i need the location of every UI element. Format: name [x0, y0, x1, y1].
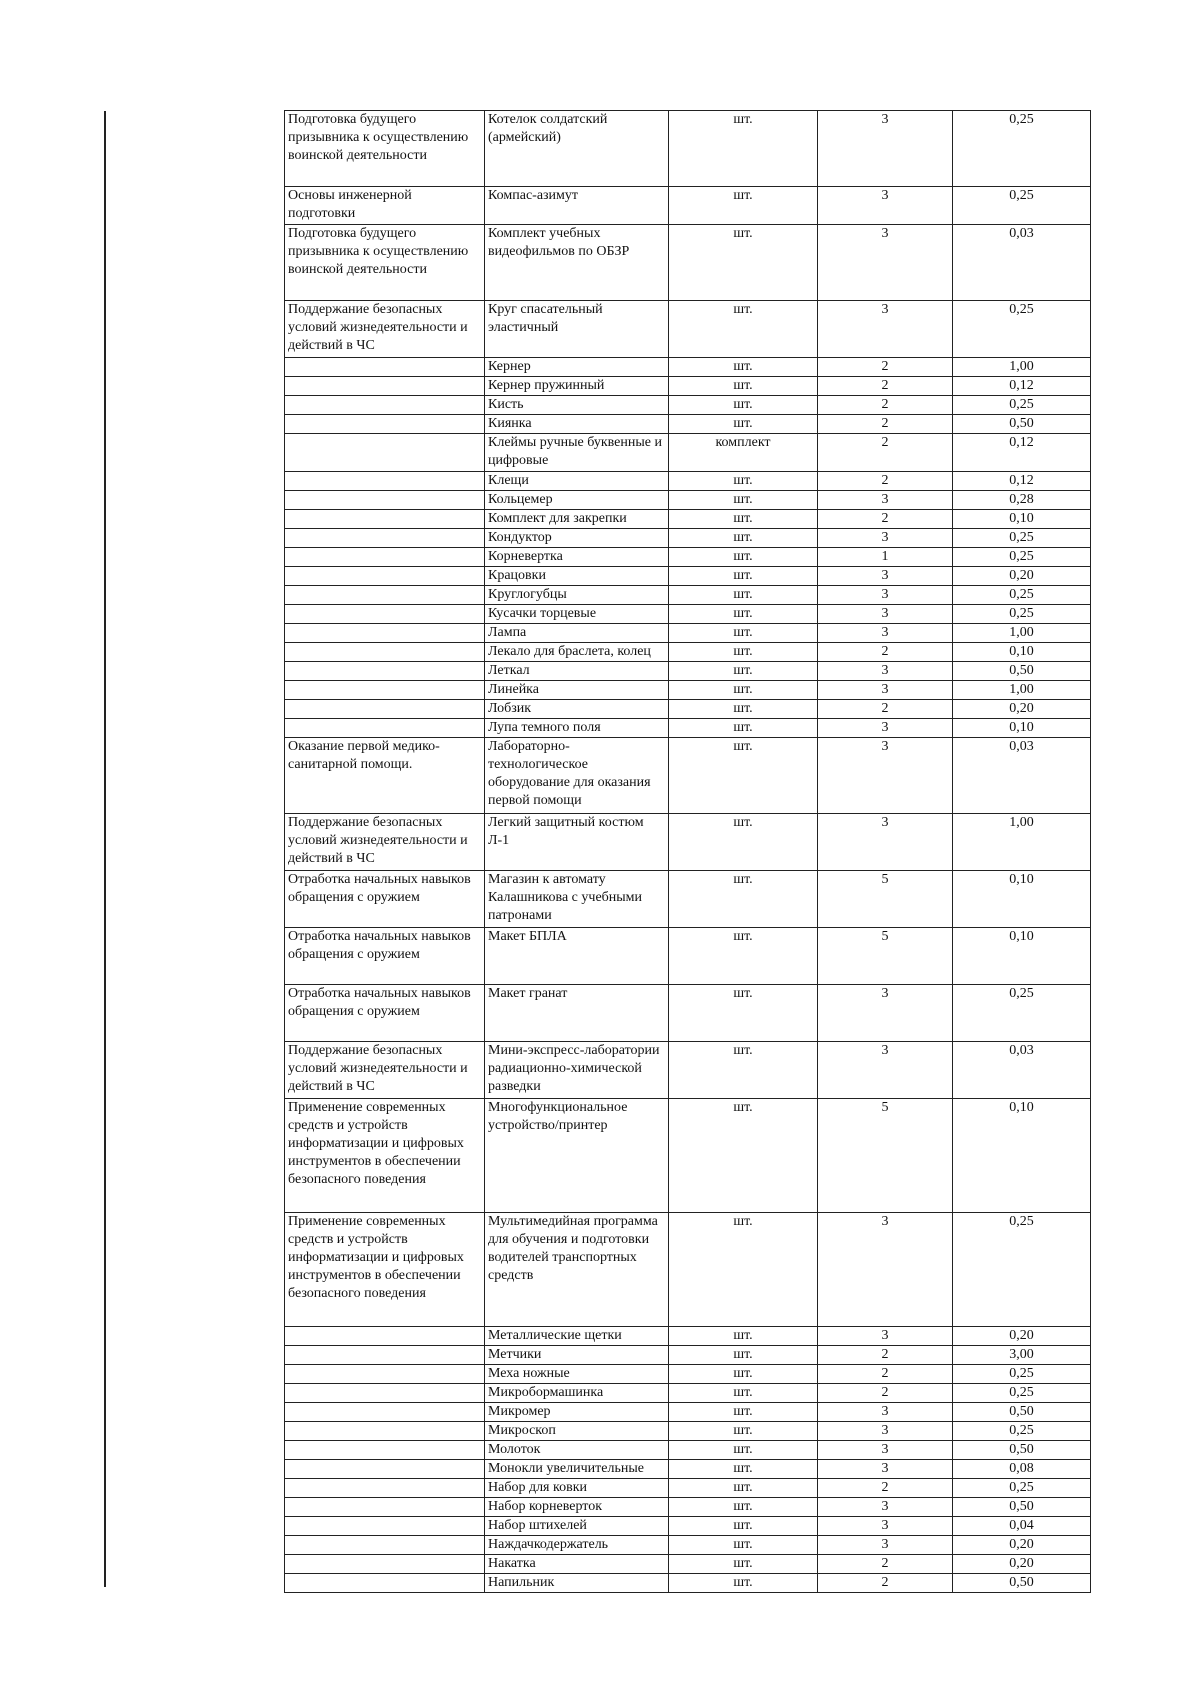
unit-cell: шт.: [669, 1213, 818, 1327]
rate-cell: 0,10: [953, 510, 1091, 529]
unit-cell: шт.: [669, 1574, 818, 1593]
unit-cell: шт.: [669, 377, 818, 396]
item-name-cell: Компас-азимут: [485, 187, 669, 225]
section-cell: [285, 377, 485, 396]
table-row: [285, 377, 1091, 396]
item-name-cell: Лабораторно-технологическое оборудование для оказания первой помощи: [485, 738, 669, 814]
item-name-cell: Кисть: [485, 396, 669, 415]
unit-cell: шт.: [669, 567, 818, 586]
section-cell: [285, 1384, 485, 1403]
rate-cell: 0,20: [953, 1327, 1091, 1346]
quantity-cell: 3: [818, 301, 953, 358]
rate-cell: 0,10: [953, 719, 1091, 738]
unit-cell: шт.: [669, 928, 818, 985]
quantity-cell: 3: [818, 719, 953, 738]
unit-cell: шт.: [669, 510, 818, 529]
table-row: [285, 472, 1091, 491]
unit-cell: шт.: [669, 1460, 818, 1479]
section-cell: Отработка начальных навыков обращения с оружием: [285, 871, 485, 928]
section-cell: [285, 586, 485, 605]
item-name-cell: Напильник: [485, 1574, 669, 1593]
section-cell: [285, 719, 485, 738]
unit-cell: шт.: [669, 187, 818, 225]
unit-cell: шт.: [669, 719, 818, 738]
quantity-cell: 3: [818, 567, 953, 586]
rate-cell: 0,50: [953, 1403, 1091, 1422]
table-row: [285, 928, 1091, 985]
item-name-cell: Макет гранат: [485, 985, 669, 1042]
rate-cell: 0,25: [953, 1422, 1091, 1441]
unit-cell: шт.: [669, 1441, 818, 1460]
table-row: [285, 301, 1091, 358]
quantity-cell: 2: [818, 415, 953, 434]
rate-cell: 0,20: [953, 1555, 1091, 1574]
item-name-cell: Киянка: [485, 415, 669, 434]
unit-cell: шт.: [669, 814, 818, 871]
section-cell: [285, 1441, 485, 1460]
rate-cell: 0,10: [953, 928, 1091, 985]
quantity-cell: 3: [818, 662, 953, 681]
table-row: [285, 1574, 1091, 1593]
rate-cell: 0,25: [953, 187, 1091, 225]
unit-cell: шт.: [669, 643, 818, 662]
rate-cell: 0,28: [953, 491, 1091, 510]
unit-cell: шт.: [669, 1498, 818, 1517]
table-row: [285, 662, 1091, 681]
section-cell: [285, 1403, 485, 1422]
quantity-cell: 2: [818, 377, 953, 396]
item-name-cell: Лекало для браслета, колец: [485, 643, 669, 662]
unit-cell: шт.: [669, 586, 818, 605]
quantity-cell: 2: [818, 358, 953, 377]
item-name-cell: Клещи: [485, 472, 669, 491]
rate-cell: 0,12: [953, 472, 1091, 491]
unit-cell: шт.: [669, 529, 818, 548]
section-cell: Отработка начальных навыков обращения с оружием: [285, 928, 485, 985]
unit-cell: шт.: [669, 700, 818, 719]
rate-cell: 0,10: [953, 871, 1091, 928]
quantity-cell: 2: [818, 1346, 953, 1365]
quantity-cell: 2: [818, 700, 953, 719]
rate-cell: 0,03: [953, 225, 1091, 301]
item-name-cell: Набор корневерток: [485, 1498, 669, 1517]
table-row: [285, 643, 1091, 662]
table-row: [285, 510, 1091, 529]
table-row: [285, 529, 1091, 548]
unit-cell: шт.: [669, 1517, 818, 1536]
quantity-cell: 2: [818, 1365, 953, 1384]
item-name-cell: Набор штихелей: [485, 1517, 669, 1536]
table-row: [285, 624, 1091, 643]
section-cell: [285, 1422, 485, 1441]
rate-cell: 0,10: [953, 1099, 1091, 1213]
rate-cell: 0,25: [953, 1479, 1091, 1498]
rate-cell: 0,20: [953, 700, 1091, 719]
table-row: [285, 1213, 1091, 1327]
item-name-cell: Метчики: [485, 1346, 669, 1365]
table-row: [285, 1099, 1091, 1213]
item-name-cell: Молоток: [485, 1441, 669, 1460]
quantity-cell: 3: [818, 985, 953, 1042]
section-cell: [285, 434, 485, 472]
rate-cell: 0,12: [953, 377, 1091, 396]
table-row: [285, 1042, 1091, 1099]
quantity-cell: 3: [818, 1441, 953, 1460]
unit-cell: шт.: [669, 738, 818, 814]
table-row: [285, 111, 1091, 187]
table-row: [285, 567, 1091, 586]
item-name-cell: Набор для ковки: [485, 1479, 669, 1498]
rate-cell: 0,25: [953, 586, 1091, 605]
rate-cell: 0,50: [953, 662, 1091, 681]
unit-cell: шт.: [669, 1384, 818, 1403]
item-name-cell: Наждачкодержатель: [485, 1536, 669, 1555]
item-name-cell: Микроскоп: [485, 1422, 669, 1441]
rate-cell: 1,00: [953, 681, 1091, 700]
table-row: [285, 738, 1091, 814]
left-margin-rule: [104, 111, 106, 1587]
unit-cell: шт.: [669, 225, 818, 301]
quantity-cell: 5: [818, 928, 953, 985]
unit-cell: шт.: [669, 396, 818, 415]
unit-cell: шт.: [669, 681, 818, 700]
section-cell: Подготовка будущего призывника к осуществлению воинской деятельности: [285, 111, 485, 187]
section-cell: Подготовка будущего призывника к осуществлению воинской деятельности: [285, 225, 485, 301]
item-name-cell: Микромер: [485, 1403, 669, 1422]
table-row: [285, 814, 1091, 871]
rate-cell: 0,25: [953, 605, 1091, 624]
table-row: [285, 396, 1091, 415]
quantity-cell: 3: [818, 111, 953, 187]
unit-cell: шт.: [669, 1422, 818, 1441]
section-cell: [285, 396, 485, 415]
rate-cell: 0,08: [953, 1460, 1091, 1479]
quantity-cell: 2: [818, 434, 953, 472]
item-name-cell: Кольцемер: [485, 491, 669, 510]
section-cell: [285, 1346, 485, 1365]
item-name-cell: Лобзик: [485, 700, 669, 719]
rate-cell: 1,00: [953, 814, 1091, 871]
table-row: [285, 1498, 1091, 1517]
item-name-cell: Мультимедийная программа для обучения и подготовки водителей транспортных средств: [485, 1213, 669, 1327]
section-cell: Поддержание безопасных условий жизнедеятельности и действий в ЧС: [285, 814, 485, 871]
unit-cell: шт.: [669, 1479, 818, 1498]
table-row: [285, 871, 1091, 928]
quantity-cell: 2: [818, 396, 953, 415]
unit-cell: шт.: [669, 1327, 818, 1346]
quantity-cell: 3: [818, 1042, 953, 1099]
section-cell: [285, 1479, 485, 1498]
table-row: [285, 1365, 1091, 1384]
table-row: [285, 358, 1091, 377]
section-cell: [285, 510, 485, 529]
quantity-cell: 3: [818, 1498, 953, 1517]
section-cell: Поддержание безопасных условий жизнедеятельности и действий в ЧС: [285, 301, 485, 358]
quantity-cell: 3: [818, 1536, 953, 1555]
rate-cell: 0,50: [953, 415, 1091, 434]
item-name-cell: Круглогубцы: [485, 586, 669, 605]
section-cell: [285, 491, 485, 510]
item-name-cell: Накатка: [485, 1555, 669, 1574]
unit-cell: шт.: [669, 605, 818, 624]
rate-cell: 0,50: [953, 1498, 1091, 1517]
section-cell: Поддержание безопасных условий жизнедеятельности и действий в ЧС: [285, 1042, 485, 1099]
unit-cell: шт.: [669, 1346, 818, 1365]
rate-cell: 0,25: [953, 1365, 1091, 1384]
quantity-cell: 2: [818, 510, 953, 529]
item-name-cell: Макет БПЛА: [485, 928, 669, 985]
unit-cell: шт.: [669, 1555, 818, 1574]
section-cell: [285, 700, 485, 719]
rate-cell: 1,00: [953, 624, 1091, 643]
unit-cell: шт.: [669, 415, 818, 434]
item-name-cell: Лампа: [485, 624, 669, 643]
rate-cell: 0,25: [953, 529, 1091, 548]
table-row: [285, 719, 1091, 738]
unit-cell: шт.: [669, 985, 818, 1042]
rate-cell: 1,00: [953, 358, 1091, 377]
section-cell: [285, 567, 485, 586]
table-row: [285, 1460, 1091, 1479]
unit-cell: шт.: [669, 871, 818, 928]
table-row: [285, 1403, 1091, 1422]
rate-cell: 0,25: [953, 985, 1091, 1042]
item-name-cell: Круг спасательный эластичный: [485, 301, 669, 358]
quantity-cell: 2: [818, 1479, 953, 1498]
section-cell: [285, 1536, 485, 1555]
unit-cell: шт.: [669, 1099, 818, 1213]
quantity-cell: 3: [818, 1327, 953, 1346]
quantity-cell: 3: [818, 225, 953, 301]
table-row: [285, 1441, 1091, 1460]
rate-cell: 0,20: [953, 1536, 1091, 1555]
unit-cell: шт.: [669, 662, 818, 681]
item-name-cell: Металлические щетки: [485, 1327, 669, 1346]
table-row: [285, 1536, 1091, 1555]
quantity-cell: 3: [818, 187, 953, 225]
item-name-cell: Микробормашинка: [485, 1384, 669, 1403]
table-row: [285, 1555, 1091, 1574]
quantity-cell: 5: [818, 1099, 953, 1213]
item-name-cell: Кернер: [485, 358, 669, 377]
item-name-cell: Меха ножные: [485, 1365, 669, 1384]
rate-cell: 0,12: [953, 434, 1091, 472]
section-cell: [285, 1498, 485, 1517]
quantity-cell: 3: [818, 529, 953, 548]
section-cell: [285, 624, 485, 643]
rate-cell: 3,00: [953, 1346, 1091, 1365]
item-name-cell: Кернер пружинный: [485, 377, 669, 396]
section-cell: [285, 1517, 485, 1536]
item-name-cell: Комплект для закрепки: [485, 510, 669, 529]
quantity-cell: 3: [818, 605, 953, 624]
item-name-cell: Мини-экспресс-лаборатории радиационно-химической разведки: [485, 1042, 669, 1099]
table-row: [285, 1384, 1091, 1403]
item-name-cell: Линейка: [485, 681, 669, 700]
item-name-cell: Легкий защитный костюм Л-1: [485, 814, 669, 871]
quantity-cell: 3: [818, 1460, 953, 1479]
unit-cell: шт.: [669, 1365, 818, 1384]
section-cell: Отработка начальных навыков обращения с оружием: [285, 985, 485, 1042]
quantity-cell: 3: [818, 1422, 953, 1441]
section-cell: [285, 358, 485, 377]
section-cell: Основы инженерной подготовки: [285, 187, 485, 225]
item-name-cell: Леткал: [485, 662, 669, 681]
section-cell: [285, 472, 485, 491]
quantity-cell: 3: [818, 681, 953, 700]
section-cell: [285, 1327, 485, 1346]
rate-cell: 0,25: [953, 1213, 1091, 1327]
rate-cell: 0,25: [953, 111, 1091, 187]
quantity-cell: 3: [818, 624, 953, 643]
table-body: [285, 111, 1091, 1593]
quantity-cell: 3: [818, 586, 953, 605]
table-row: [285, 700, 1091, 719]
quantity-cell: 2: [818, 1574, 953, 1593]
unit-cell: шт.: [669, 1536, 818, 1555]
rate-cell: 0,03: [953, 738, 1091, 814]
section-cell: Применение современных средств и устройств информатизации и цифровых инструментов в обеспечении безопасного поведения: [285, 1213, 485, 1327]
unit-cell: шт.: [669, 548, 818, 567]
rate-cell: 0,25: [953, 1384, 1091, 1403]
section-cell: [285, 548, 485, 567]
item-name-cell: Корневертка: [485, 548, 669, 567]
section-cell: Применение современных средств и устройств информатизации и цифровых инструментов в обеспечении безопасного поведения: [285, 1099, 485, 1213]
item-name-cell: Кусачки торцевые: [485, 605, 669, 624]
table-row: [285, 434, 1091, 472]
item-name-cell: Лупа темного поля: [485, 719, 669, 738]
item-name-cell: Крацовки: [485, 567, 669, 586]
section-cell: Оказание первой медико-санитарной помощи.: [285, 738, 485, 814]
table-row: [285, 491, 1091, 510]
unit-cell: шт.: [669, 472, 818, 491]
unit-cell: шт.: [669, 301, 818, 358]
item-name-cell: Клеймы ручные буквенные и цифровые: [485, 434, 669, 472]
section-cell: [285, 662, 485, 681]
rate-cell: 0,50: [953, 1441, 1091, 1460]
section-cell: [285, 1574, 485, 1593]
unit-cell: шт.: [669, 624, 818, 643]
quantity-cell: 2: [818, 643, 953, 662]
rate-cell: 0,03: [953, 1042, 1091, 1099]
item-name-cell: Многофункциональное устройство/принтер: [485, 1099, 669, 1213]
quantity-cell: 3: [818, 738, 953, 814]
rate-cell: 0,25: [953, 301, 1091, 358]
rate-cell: 0,25: [953, 396, 1091, 415]
item-name-cell: Комплект учебных видеофильмов по ОБЗР: [485, 225, 669, 301]
section-cell: [285, 1365, 485, 1384]
item-name-cell: Кондуктор: [485, 529, 669, 548]
table-row: [285, 548, 1091, 567]
table-row: [285, 586, 1091, 605]
quantity-cell: 3: [818, 1213, 953, 1327]
item-name-cell: Монокли увеличительные: [485, 1460, 669, 1479]
item-name-cell: Котелок солдатский (армейский): [485, 111, 669, 187]
section-cell: [285, 529, 485, 548]
quantity-cell: 3: [818, 814, 953, 871]
quantity-cell: 3: [818, 491, 953, 510]
unit-cell: шт.: [669, 111, 818, 187]
quantity-cell: 3: [818, 1403, 953, 1422]
table-row: [285, 985, 1091, 1042]
rate-cell: 0,25: [953, 548, 1091, 567]
section-cell: [285, 681, 485, 700]
table-row: [285, 1422, 1091, 1441]
table-row: [285, 225, 1091, 301]
quantity-cell: 5: [818, 871, 953, 928]
equipment-table: [284, 110, 1091, 1593]
section-cell: [285, 1460, 485, 1479]
table-row: [285, 681, 1091, 700]
rate-cell: 0,10: [953, 643, 1091, 662]
section-cell: [285, 415, 485, 434]
table-row: [285, 1517, 1091, 1536]
unit-cell: шт.: [669, 491, 818, 510]
table-row: [285, 415, 1091, 434]
table-row: [285, 1327, 1091, 1346]
table-row: [285, 1346, 1091, 1365]
table-row: [285, 1479, 1091, 1498]
rate-cell: 0,50: [953, 1574, 1091, 1593]
section-cell: [285, 643, 485, 662]
quantity-cell: 2: [818, 1555, 953, 1574]
rate-cell: 0,04: [953, 1517, 1091, 1536]
section-cell: [285, 1555, 485, 1574]
section-cell: [285, 605, 485, 624]
table-row: [285, 187, 1091, 225]
quantity-cell: 3: [818, 1517, 953, 1536]
unit-cell: шт.: [669, 358, 818, 377]
rate-cell: 0,20: [953, 567, 1091, 586]
unit-cell: шт.: [669, 1042, 818, 1099]
quantity-cell: 1: [818, 548, 953, 567]
table-row: [285, 605, 1091, 624]
quantity-cell: 2: [818, 472, 953, 491]
item-name-cell: Магазин к автомату Калашникова с учебными патронами: [485, 871, 669, 928]
quantity-cell: 2: [818, 1384, 953, 1403]
unit-cell: шт.: [669, 1403, 818, 1422]
unit-cell: комплект: [669, 434, 818, 472]
